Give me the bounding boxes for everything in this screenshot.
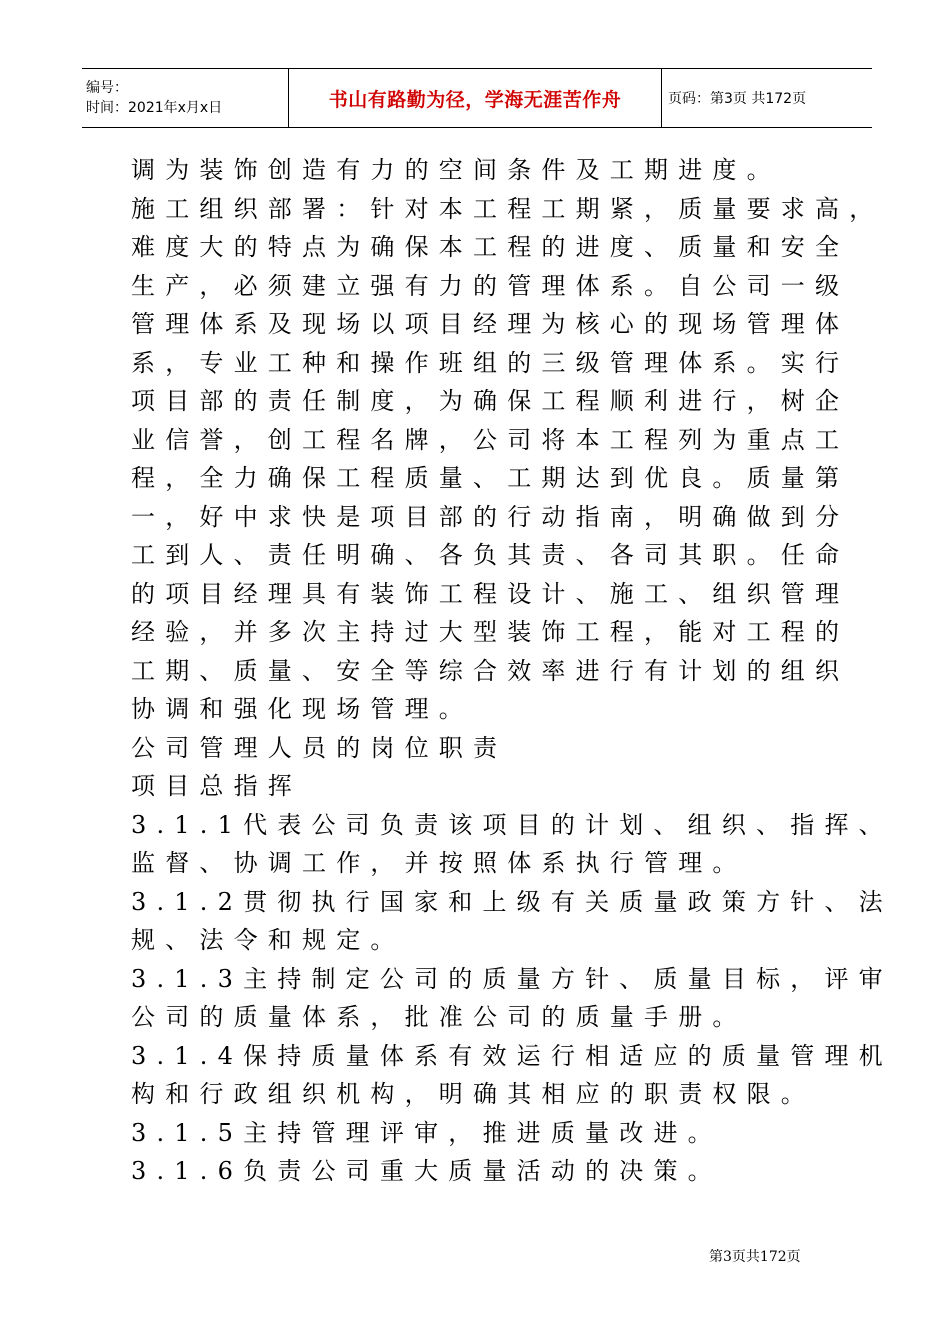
body-line: 3.1.3主持制定公司的质量方针、质量目标，评审 xyxy=(131,964,893,993)
body-line: 生产，必须建立强有力的管理体系。自公司一级 xyxy=(131,271,850,300)
body-line: 的项目经理具有装饰工程设计、施工、组织管理 xyxy=(131,579,850,608)
body-line: 项目总指挥 xyxy=(131,772,302,800)
body-line: 施工组织部署：针对本工程工期紧，质量要求高， xyxy=(131,194,884,223)
body-line: 公司管理人员的岗位职责 xyxy=(131,733,508,762)
body-line: 3.1.1代表公司负责该项目的计划、组织、指挥、 xyxy=(131,810,893,839)
body-line: 项目部的责任制度，为确保工程顺利进行，树企 xyxy=(131,387,850,415)
body-line: 协调和强化现场管理。 xyxy=(131,695,473,723)
body-line: 调为装饰创造有力的空间条件及工期进度。 xyxy=(131,156,781,184)
body-line: 3.1.5主持管理评审，推进质量改进。 xyxy=(131,1118,722,1147)
body-line: 工到人、责任明确、各负其责、各司其职。任命 xyxy=(131,541,850,569)
body-line: 公司的质量体系，批准公司的质量手册。 xyxy=(131,1003,747,1031)
body-line: 业信誉，创工程名牌，公司将本工程列为重点工 xyxy=(131,425,850,454)
body-line: 3.1.4保持质量体系有效运行相适应的质量管理机 xyxy=(131,1041,893,1070)
document-body xyxy=(131,151,893,1191)
body-line: 3.1.2贯彻执行国家和上级有关质量政策方针、法 xyxy=(131,887,893,916)
body-line: 3.1.6负责公司重大质量活动的决策。 xyxy=(131,1157,722,1185)
body-line: 工期、质量、安全等综合效率进行有计划的组织 xyxy=(131,656,850,685)
header-motto: 书山有路勤为径，学海无涯苦作舟 xyxy=(289,69,662,128)
body-line: 系，专业工种和操作班组的三级管理体系。实行 xyxy=(131,348,850,377)
body-line: 管理体系及现场以项目经理为核心的现场管理体 xyxy=(131,310,850,338)
body-line: 一，好中求快是项目部的行动指南，明确做到分 xyxy=(131,502,850,531)
body-line: 程，全力确保工程质量、工期达到优良。质量第 xyxy=(131,464,850,492)
body-line: 构和行政组织机构，明确其相应的职责权限。 xyxy=(131,1080,815,1108)
document-time-label: 时间：2021年x月x日 xyxy=(86,100,223,116)
body-line: 规、法令和规定。 xyxy=(131,926,405,954)
header-meta xyxy=(82,69,289,128)
body-line: 监督、协调工作，并按照体系执行管理。 xyxy=(131,849,747,877)
header-page-number: 页码：第3页 共172页 xyxy=(662,69,873,128)
body-line: 难度大的特点为确保本工程的进度、质量和安全 xyxy=(131,233,850,261)
document-number-label: 编号： xyxy=(86,80,128,96)
footer-page-number: 第3页共172页 xyxy=(709,1249,801,1265)
page-header xyxy=(82,68,872,128)
body-line: 经验，并多次主持过大型装饰工程，能对工程的 xyxy=(131,618,850,646)
